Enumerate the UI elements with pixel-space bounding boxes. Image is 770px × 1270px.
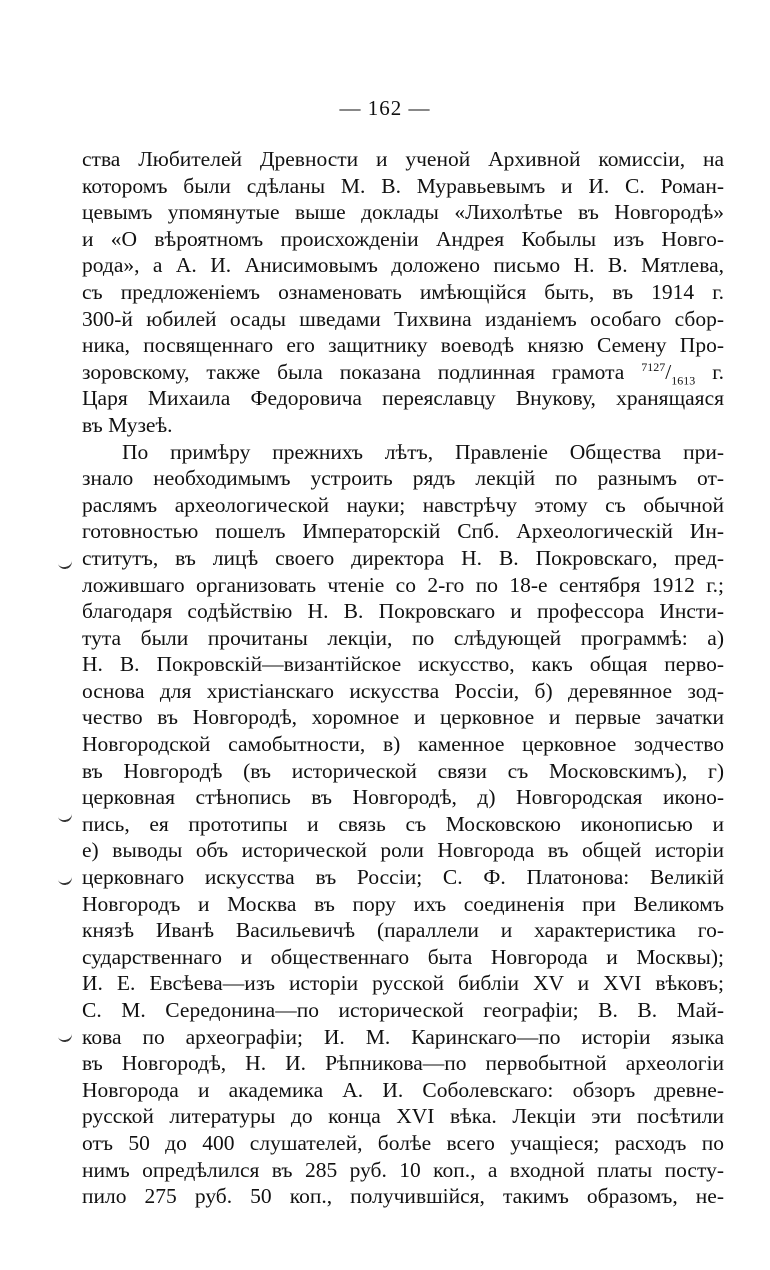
text-line: ститутъ, въ лицѣ своего директора Н. В. Покровскаго, пред- — [82, 545, 724, 570]
text-line: въ Новгородѣ, Н. И. Рѣпникова—по первобытной археологіи — [82, 1051, 724, 1076]
text-line: князѣ Иванѣ Васильевичѣ (параллели и характеристика го- — [82, 918, 724, 943]
text-line: И. Е. Евсѣева—изъ исторіи русской библіи XV и XVI вѣковъ; — [82, 971, 724, 996]
text-line: рода», а А. И. Анисимовымъ доложено письмо Н. В. Мятлева, — [82, 253, 724, 278]
text-line: чество въ Новгородѣ, хоромное и церковное и первые зачатки — [82, 705, 724, 730]
margin-pencil-mark — [57, 1029, 73, 1044]
fraction-denominator: 1613 — [671, 373, 696, 386]
fraction-suffix: г. — [695, 359, 724, 384]
text-line: С. М. Середонина—по исторической географіи; В. В. Май- — [82, 998, 724, 1022]
text-line: ства Любителей Древности и ученой Архивной комиссіи, на — [82, 147, 724, 171]
text-line: 300-й юбилей осады шведами Тихвина изданіемъ особаго сбор- — [82, 306, 724, 331]
text-line: отъ 50 до 400 слушателей, болѣе всего учащіеся; расходъ по — [82, 1130, 724, 1155]
text-line: церковная стѣнопись въ Новгородѣ, д) Новгородская иконо- — [82, 785, 724, 810]
text-line: церковнаго искусства въ Россіи; С. Ф. Платонова: Великій — [82, 865, 724, 890]
text-line: знало необходимымъ устроить рядъ лекцій по разнымъ от- — [82, 466, 724, 491]
text-line-with-fraction: зоровскому, также была показана подлинная грамота $^{7127}/_{1613}$ г. — [82, 359, 724, 386]
text-line: основа для христіанскаго искусства Россіи, б) деревянное зод- — [82, 678, 724, 703]
text-line: раслямъ археологической науки; навстрѣчу этому съ обычной — [82, 492, 724, 517]
text-line: благодаря содѣйствію Н. В. Покровскаго и профессора Инсти- — [82, 599, 724, 624]
text-line: и «О вѣроятномъ происхожденіи Андрея Кобылы изъ Новго- — [82, 226, 724, 251]
margin-pencil-mark — [57, 556, 73, 571]
body-text — [82, 146, 724, 1210]
text-line: готовностью пошелъ Императорскій Спб. Археологическій Ин- — [82, 519, 724, 544]
text-line: кова по археографіи; И. М. Каринскаго—по исторіи языка — [82, 1024, 724, 1049]
text-line: цевымъ упомянутые выше доклады «Лихолѣтье въ Новгородѣ» — [82, 200, 724, 225]
fraction-numerator: 7127 — [641, 359, 666, 374]
text-line-start: зоровскому, также была показана подлинная грамота — [82, 359, 642, 384]
text-line: Новгородъ и Москва въ пору ихъ соединенія при Великомъ — [82, 891, 724, 916]
text-line: пило 275 руб. 50 коп., получившійся, такимъ образомъ, не- — [82, 1184, 724, 1209]
text-line: Н. В. Покровскій—византійское искусство, какъ общая перво- — [82, 652, 724, 677]
text-line: въ Музеѣ. — [82, 412, 173, 437]
page-number: — 162 — — [339, 96, 431, 120]
text-line: пись, ея прототипы и связь съ Московскою иконописью и — [82, 811, 724, 836]
text-line: ника, посвященнаго его защитнику воеводѣ князю Семену Про- — [82, 333, 724, 358]
text-line: съ предложеніемъ ознаменовать имѣющійся быть, въ 1914 г. — [82, 279, 724, 304]
paragraph-start-line: По примѣру прежнихъ лѣтъ, Правленіе Общества при- — [122, 439, 724, 464]
text-line: русской литературы до конца XVI вѣка. Лекціи эти посѣтили — [82, 1104, 724, 1129]
text-line: Новгородской самобытности, в) каменное церковное зодчество — [82, 732, 724, 757]
text-line: ложившаго организовать чтеніе со 2-го по 18-е сентября 1912 г.; — [82, 572, 724, 597]
text-line: которомъ были сдѣланы М. В. Муравьевымъ и И. С. Роман- — [82, 173, 724, 198]
text-line: Новгорода и академика А. И. Соболевскаго: обзоръ древне- — [82, 1077, 724, 1102]
text-line: Царя Михаила Федоровича переяславцу Внукову, хранящаяся — [82, 386, 724, 411]
text-line: сударственнаго и общественнаго быта Новгорода и Москвы); — [82, 944, 724, 969]
margin-pencil-mark — [57, 872, 73, 887]
text-line: въ Новгородѣ (въ исторической связи съ Московскимъ), г) — [82, 758, 724, 783]
text-line: нимъ опредѣлился въ 285 руб. 10 коп., а входной платы посту- — [82, 1157, 724, 1182]
text-line: тута были прочитаны лекціи, по слѣдующей программѣ: а) — [82, 625, 724, 650]
margin-pencil-mark — [57, 809, 73, 824]
text-line: е) выводы объ исторической роли Новгорода въ общей исторіи — [82, 838, 724, 863]
